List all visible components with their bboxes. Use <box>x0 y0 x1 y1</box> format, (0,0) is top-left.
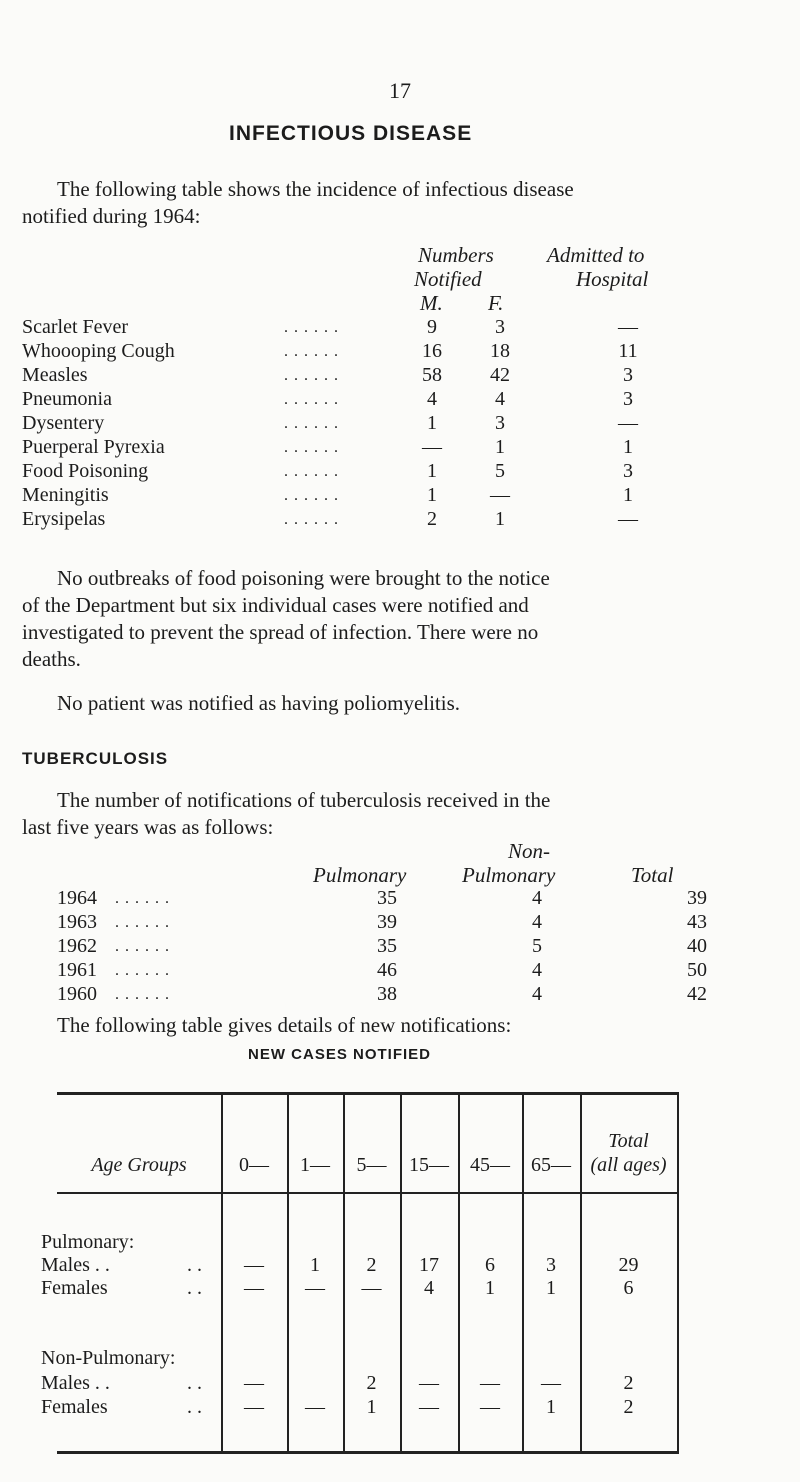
disease-name: Whoooping Cough <box>22 340 175 362</box>
disease-name: Erysipelas <box>22 508 106 530</box>
outbreak-para-line-3: investigated to prevent the spread of infection. There were no <box>22 620 539 644</box>
tb-pulmonary: 35 <box>377 887 397 909</box>
polio-para: No patient was notified as having poliomyelitis. <box>57 691 461 715</box>
tb-row <box>57 933 747 957</box>
leader-dots: . . . . . . <box>115 890 170 907</box>
leader-dots: . . . . . . <box>284 391 339 408</box>
new-cases-value: — <box>419 1372 439 1394</box>
header-female: F. <box>488 291 504 315</box>
tb-row <box>57 981 747 1005</box>
disease-row <box>22 458 712 482</box>
notified-male: 1 <box>427 412 437 434</box>
new-cases-value: 1 <box>366 1396 377 1418</box>
new-cases-value: 3 <box>546 1254 556 1276</box>
header-numbers: Numbers <box>418 243 494 267</box>
intro-line-2: notified during 1964: <box>22 204 201 228</box>
tb-year: 1964 <box>57 887 97 909</box>
new-cases-value: 17 <box>419 1254 439 1276</box>
tb-pulmonary: 39 <box>377 911 397 933</box>
age-column-header: 45— <box>470 1154 510 1176</box>
notified-male: — <box>422 436 442 458</box>
notified-female: 18 <box>490 340 510 362</box>
leader-dots: . . . . . . <box>284 463 339 480</box>
notified-female: 1 <box>495 436 505 458</box>
new-cases-value: 2 <box>623 1372 634 1394</box>
admitted-hospital: — <box>618 316 638 338</box>
tb-non-pulmonary: 4 <box>532 959 542 981</box>
tb-header-non-pulmonary: Pulmonary <box>462 863 556 887</box>
header-total-all-ages: (all ages) <box>590 1154 667 1176</box>
disease-name: Puerperal Pyrexia <box>22 436 165 458</box>
new-cases-value: — <box>244 1396 264 1418</box>
new-cases-value: — <box>541 1372 561 1394</box>
header-age-groups: Age Groups <box>91 1154 187 1176</box>
notified-female: 1 <box>495 508 505 530</box>
new-cases-value: — <box>244 1372 264 1394</box>
tb-total: 42 <box>687 983 707 1005</box>
leader-dots: . . . . . . <box>284 415 339 432</box>
notified-male: 4 <box>427 388 437 410</box>
admitted-hospital: 1 <box>623 484 633 506</box>
tb-total: 39 <box>687 887 707 909</box>
notified-female: 4 <box>495 388 505 410</box>
tb-pulmonary: 35 <box>377 935 397 957</box>
disease-row <box>22 410 712 434</box>
tb-pulmonary: 38 <box>377 983 397 1005</box>
new-cases-value: 6 <box>623 1277 634 1299</box>
new-cases-value: — <box>361 1277 382 1299</box>
outbreak-para-line-2: of the Department but six individual cases were notified and <box>22 593 529 617</box>
disease-row <box>22 434 712 458</box>
label-non-pulmonary-females: Females <box>41 1396 108 1418</box>
leader-dots: . . . . . . <box>284 487 339 504</box>
new-cases-value: — <box>244 1254 264 1276</box>
new-cases-value: 1 <box>310 1254 320 1276</box>
new-cases-value: 2 <box>366 1254 377 1276</box>
admitted-hospital: — <box>618 508 638 530</box>
new-cases-value: 1 <box>485 1277 495 1299</box>
leader-dots: . . . . . . <box>115 962 170 979</box>
tb-non-pulmonary: 4 <box>532 911 542 933</box>
new-cases-value: 2 <box>366 1372 377 1394</box>
table-top-border <box>57 1092 679 1095</box>
leader-dots: . . <box>187 1396 202 1418</box>
label-non-pulmonary-males: Males . . <box>41 1372 110 1394</box>
new-cases-value: 4 <box>424 1277 434 1299</box>
tb-non-pulmonary: 4 <box>532 887 542 909</box>
group-pulmonary: Pulmonary: <box>41 1231 135 1253</box>
disease-row <box>22 314 712 338</box>
admitted-hospital: — <box>618 412 638 434</box>
tb-year: 1963 <box>57 911 97 933</box>
new-cases-value: — <box>480 1372 500 1394</box>
age-column-header: 5— <box>356 1154 387 1176</box>
notified-female: 3 <box>495 412 505 434</box>
new-cases-heading: NEW CASES NOTIFIED <box>248 1046 432 1063</box>
disease-name: Measles <box>22 364 88 386</box>
leader-dots: . . . . . . <box>115 986 170 1003</box>
age-column-header: 15— <box>409 1154 449 1176</box>
admitted-hospital: 1 <box>623 436 633 458</box>
details-line: The following table gives details of new notifications: <box>57 1013 512 1037</box>
tb-total: 40 <box>687 935 707 957</box>
tb-row <box>57 885 747 909</box>
tb-total: 50 <box>687 959 707 981</box>
leader-dots: . . <box>187 1372 202 1394</box>
tb-row <box>57 957 747 981</box>
admitted-hospital: 11 <box>618 340 638 362</box>
disease-name: Pneumonia <box>22 388 112 410</box>
new-cases-value: 1 <box>546 1277 556 1299</box>
age-column-header: 0— <box>239 1154 269 1176</box>
table-bottom-border <box>57 1451 679 1454</box>
notified-male: 9 <box>427 316 437 338</box>
new-cases-value: — <box>305 1277 325 1299</box>
infectious-disease-heading: INFECTIOUS DISEASE <box>229 122 473 145</box>
new-cases-value: — <box>305 1396 325 1418</box>
tb-year: 1960 <box>57 983 97 1005</box>
admitted-hospital: 3 <box>623 388 633 410</box>
leader-dots: . . <box>187 1277 202 1299</box>
new-cases-value: 29 <box>618 1254 639 1276</box>
tb-year: 1961 <box>57 959 97 981</box>
new-cases-value: — <box>244 1277 264 1299</box>
header-total: Total <box>608 1130 649 1152</box>
new-cases-value: — <box>480 1396 500 1418</box>
notified-female: 42 <box>490 364 510 386</box>
outbreak-para-line-4: deaths. <box>22 647 81 671</box>
admitted-hospital: 3 <box>623 460 633 482</box>
leader-dots: . . . . . . <box>284 511 339 528</box>
tb-year: 1962 <box>57 935 97 957</box>
tb-header-non: Non- <box>508 839 550 863</box>
tb-total: 43 <box>687 911 707 933</box>
disease-name: Meningitis <box>22 484 109 506</box>
disease-name: Food Poisoning <box>22 460 149 482</box>
leader-dots: . . . . . . <box>115 914 170 931</box>
group-non-pulmonary: Non-Pulmonary: <box>41 1347 176 1369</box>
age-column-header: 1— <box>300 1154 330 1176</box>
header-notified: Notified <box>414 267 482 291</box>
leader-dots: . . . . . . <box>284 343 339 360</box>
label-pulmonary-females: Females <box>41 1277 108 1299</box>
notified-male: 1 <box>427 460 437 482</box>
leader-dots: . . . . . . <box>115 938 170 955</box>
tb-row <box>57 909 747 933</box>
leader-dots: . . <box>187 1254 202 1276</box>
notified-female: — <box>490 484 510 506</box>
header-admitted-to: Admitted to <box>547 243 645 267</box>
leader-dots: . . . . . . <box>284 439 339 456</box>
new-cases-table <box>41 1092 679 1482</box>
tb-header-total: Total <box>631 863 674 887</box>
leader-dots: . . . . . . <box>284 319 339 336</box>
tb-intro-line-2: last five years was as follows: <box>22 815 274 839</box>
notified-male: 1 <box>427 484 437 506</box>
tb-intro-line-1: The number of notifications of tuberculosis received in the <box>57 788 551 812</box>
new-cases-value: 6 <box>485 1254 495 1276</box>
notified-female: 3 <box>495 316 505 338</box>
admitted-hospital: 3 <box>623 364 633 386</box>
notified-male: 16 <box>422 340 442 362</box>
disease-name: Scarlet Fever <box>22 316 129 338</box>
disease-row <box>22 482 712 506</box>
tb-non-pulmonary: 4 <box>532 983 542 1005</box>
outbreak-para-line-1: No outbreaks of food poisoning were brought to the notice <box>57 566 550 590</box>
table-col-rule <box>677 1092 679 1454</box>
disease-row <box>22 386 712 410</box>
age-column-header: 65— <box>531 1154 571 1176</box>
new-cases-value: 1 <box>546 1396 556 1418</box>
disease-row <box>22 338 712 362</box>
disease-name: Dysentery <box>22 412 105 434</box>
disease-row <box>22 362 712 386</box>
notified-female: 5 <box>495 460 505 482</box>
tb-pulmonary: 46 <box>377 959 397 981</box>
header-hospital-label: Hospital <box>576 267 649 291</box>
page-number: 17 <box>389 78 411 103</box>
new-cases-value: 2 <box>623 1396 634 1418</box>
disease-row <box>22 506 712 530</box>
notified-male: 2 <box>427 508 437 530</box>
table-header-rule <box>57 1192 679 1194</box>
intro-line-1: The following table shows the incidence of infectious disease <box>57 177 574 201</box>
tb-non-pulmonary: 5 <box>532 935 542 957</box>
tb-header-pulmonary: Pulmonary <box>313 863 407 887</box>
header-male: M. <box>420 291 443 315</box>
tuberculosis-heading: TUBERCULOSIS <box>22 749 169 768</box>
label-pulmonary-males: Males . . <box>41 1254 110 1276</box>
leader-dots: . . . . . . <box>284 367 339 384</box>
new-cases-value: — <box>419 1396 439 1418</box>
notified-male: 58 <box>422 364 442 386</box>
